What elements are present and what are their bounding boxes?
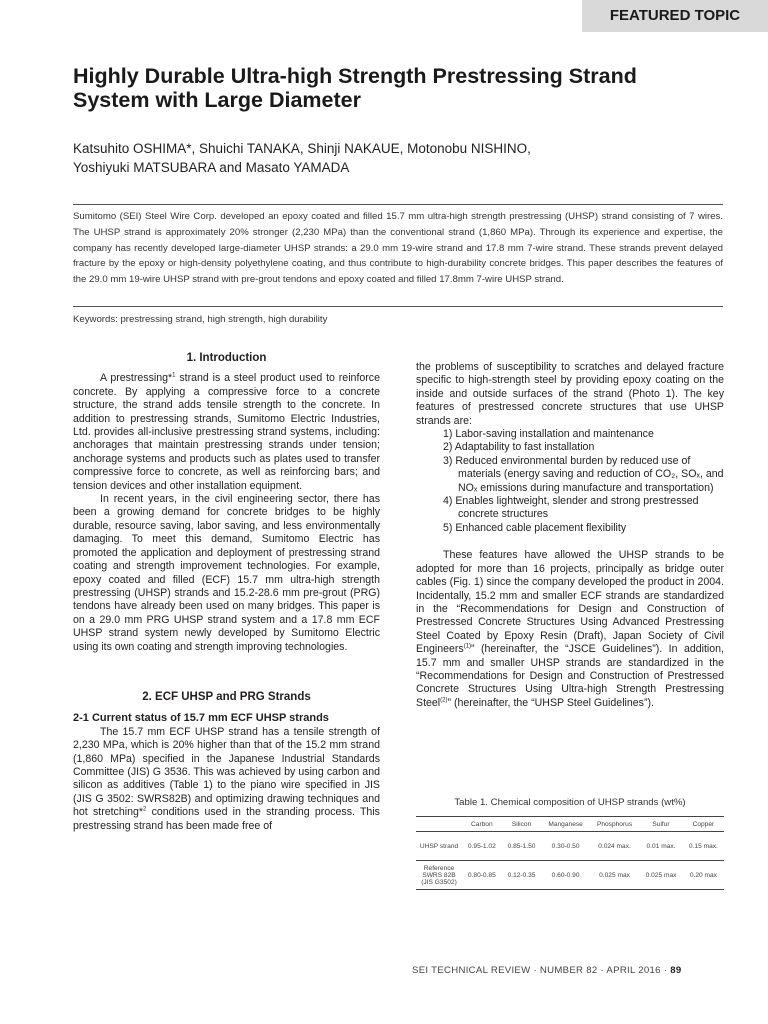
table-cell: 0.12-0.35 xyxy=(502,861,542,890)
page-footer xyxy=(412,965,682,976)
table-cell: 0.01 max. xyxy=(639,832,683,861)
table-cell: 0.025 max xyxy=(590,861,639,890)
list-item: 4) Enables lightweight, slender and strong prestressed concrete structures xyxy=(443,495,699,521)
table-header-cell: Copper xyxy=(683,817,724,832)
table-cell: 0.85-1.50 xyxy=(502,832,542,861)
key-features-list xyxy=(416,428,724,535)
left-column xyxy=(73,352,380,833)
author-list xyxy=(73,139,713,177)
table-cell: 0.30-0.50 xyxy=(541,832,589,861)
chemical-composition-table xyxy=(416,816,724,890)
table-header-cell: Carbon xyxy=(462,817,502,832)
table-cell: 0.95-1.02 xyxy=(462,832,502,861)
table-cell: 0.025 max xyxy=(639,861,683,890)
abstract-bottom-rule xyxy=(73,306,723,307)
keywords: Keywords: prestressing strand, high strength, high durability xyxy=(73,314,328,325)
table-header-cell: Manganese xyxy=(541,817,589,832)
section-2-1-heading: 2-1 Current status of 15.7 mm ECF UHSP strands xyxy=(73,712,329,725)
authors-line-1: Katsuhito OSHIMA*, Shuichi TANAKA, Shinji NAKAUE, Motonobu NISHINO, xyxy=(73,141,531,156)
table-cell: 0.024 max. xyxy=(590,832,639,861)
list-item: 3) Reduced environmental burden by reduced use of materials (energy saving and reduction of CO₂, SOₓ, and NOₓ emissions during manufacture and transportation) xyxy=(443,454,724,494)
page-number: 89 xyxy=(670,965,682,976)
journal-info: SEI TECHNICAL REVIEW · NUMBER 82 · APRIL 2016 · xyxy=(412,965,671,976)
table-cell: UHSP strand xyxy=(416,832,462,861)
table-header-cell: Silicon xyxy=(502,817,542,832)
intro-paragraph-2: In recent years, in the civil engineering sector, there has been a growing demand for concrete bridges to be highly durable, resource saving, labor saving, and less environmentally damaging. To meet this demand, Sumitomo Electric has promoted the application and deployment of prestressing strand coating and strength improvement technologies. For example, epoxy coated and filled (ECF) 15.7 mm ultra-high strength prestressing (UHSP) strands and 15.2-28.6 mm pre-grout (PRG) tendons have already been used on many bridges. This paper is on a 29.0 mm PRG UHSP strand system and a 17.8 mm ECF UHSP strand system newly developed by Sumitomo Electric using its own coating and strength improving technologies. xyxy=(73,493,380,653)
table-cell: 0.15 max. xyxy=(683,832,724,861)
featured-topic-label: FEATURED TOPIC xyxy=(582,0,768,32)
section-1-heading: 1. Introduction xyxy=(186,352,267,364)
section-2-heading: 2. ECF UHSP and PRG Strands xyxy=(142,690,311,703)
table-cell: Reference SWRS 82B (JIS G3502) xyxy=(416,861,462,890)
abstract-top-rule xyxy=(73,204,723,205)
section-2-1-paragraph: The 15.7 mm ECF UHSP strand has a tensile strength of 2,230 MPa, which is 20% higher than that of the 15.2 mm strand (1,860 MPa) specified in the Japanese Industrial Standards Committee (JIS) G 3536. This was achieved by using carbon and silicon as additives (Table 1) to the piano wire specified in JIS (JIS G 3502: SWRS82B) and optimizing drawing techniques and hot stretching*$^2$ conditions used in the stranding process. This prestressing strand has been made free of xyxy=(73,725,380,832)
table-header-row xyxy=(416,817,724,832)
table-1-caption: Table 1. Chemical composition of UHSP strands (wt%) xyxy=(454,797,686,808)
right-column xyxy=(416,361,724,710)
continued-paragraph: the problems of susceptibility to scratches and delayed fracture specific to high-strength steel by providing epoxy coating on the inside and outside surfaces of the strand (Photo 1). The key features of prestressed concrete structures that use UHSP strands are: xyxy=(416,361,724,427)
table-cell: 0.60-0.90 xyxy=(541,861,589,890)
adoption-paragraph: These features have allowed the UHSP strands to be adopted for more than 16 projects, principally as bridge outer cables (Fig. 1) since the company developed the product in 2004. Incidentally, 15.2 mm and smaller ECF strands are standardized in the “Recommendations for Design and Construction of Prestressed Concrete Structures Using Advanced Prestressing Steel Coated by Epoxy Resin (Draft), Japan Society of Civil Engineers$^{(1)}$” (hereinafter, the “JSCE Guidelines”). In addition, 15.7 mm and smaller UHSP strands are standardized in the “Recommendations for Design and Construction of Prestressed Concrete Structures Using Ultra-high Strength Prestressing Steel$^{(2)}$” (hereinafter, the “UHSP Steel Guidelines”). xyxy=(416,549,724,709)
table-row xyxy=(416,861,724,890)
list-item: 1) Labor-saving installation and maintenance xyxy=(443,428,654,441)
table-header-cell xyxy=(416,817,462,832)
abstract-text: Sumitomo (SEI) Steel Wire Corp. developed an epoxy coated and filled 15.7 mm ultra-high strength prestressing (UHSP) strand consisting of 7 wires. The UHSP strand is approximately 20% stronger (2,230 MPa) than the conventional strand (1,860 MPa). Through its experience and expertise, the company has recently developed large-diameter UHSP strands: a 29.0 mm 19-wire strand and 17.8 mm 7-wire strand. These strands prevent delayed fracture by the epoxy or high-density polyethylene coating, and thus contribute to high-durability concrete bridges. This paper describes the features of the 29.0 mm 19-wire UHSP strand with pre-grout tendons and epoxy coated and filled 17.8mm 7-wire UHSP strand. xyxy=(73,211,723,286)
table-cell: 0.80-0.85 xyxy=(462,861,502,890)
intro-paragraph-1: A prestressing*$^1$ strand is a steel product used to reinforce concrete. By applying a compressive force to a concrete structure, the strand adds tensile strength to the concrete. In addition to prestressing strands, Sumitomo Electric Industries, Ltd. provides all-inclusive prestressing strand systems, including: anchorages that maintain prestressing strands under tension; anchorage systems and products such as plates used to transfer compressive force to concrete, as well as reinforcing bars; and tension devices and other installation equipment. xyxy=(73,372,380,492)
table-row xyxy=(416,832,724,861)
table-header-cell: Sulfur xyxy=(639,817,683,832)
table-header-cell: Phosphorus xyxy=(590,817,639,832)
article-title: Highly Durable Ultra-high Strength Prestressing Strand System with Large Diameter xyxy=(73,64,637,112)
authors-line-2: Yoshiyuki MATSUBARA and Masato YAMADA xyxy=(73,160,350,175)
list-item: 2) Adaptability to fast installation xyxy=(443,441,595,454)
list-item: 5) Enhanced cable placement flexibility xyxy=(443,521,627,534)
table-cell: 0.20 max xyxy=(683,861,724,890)
